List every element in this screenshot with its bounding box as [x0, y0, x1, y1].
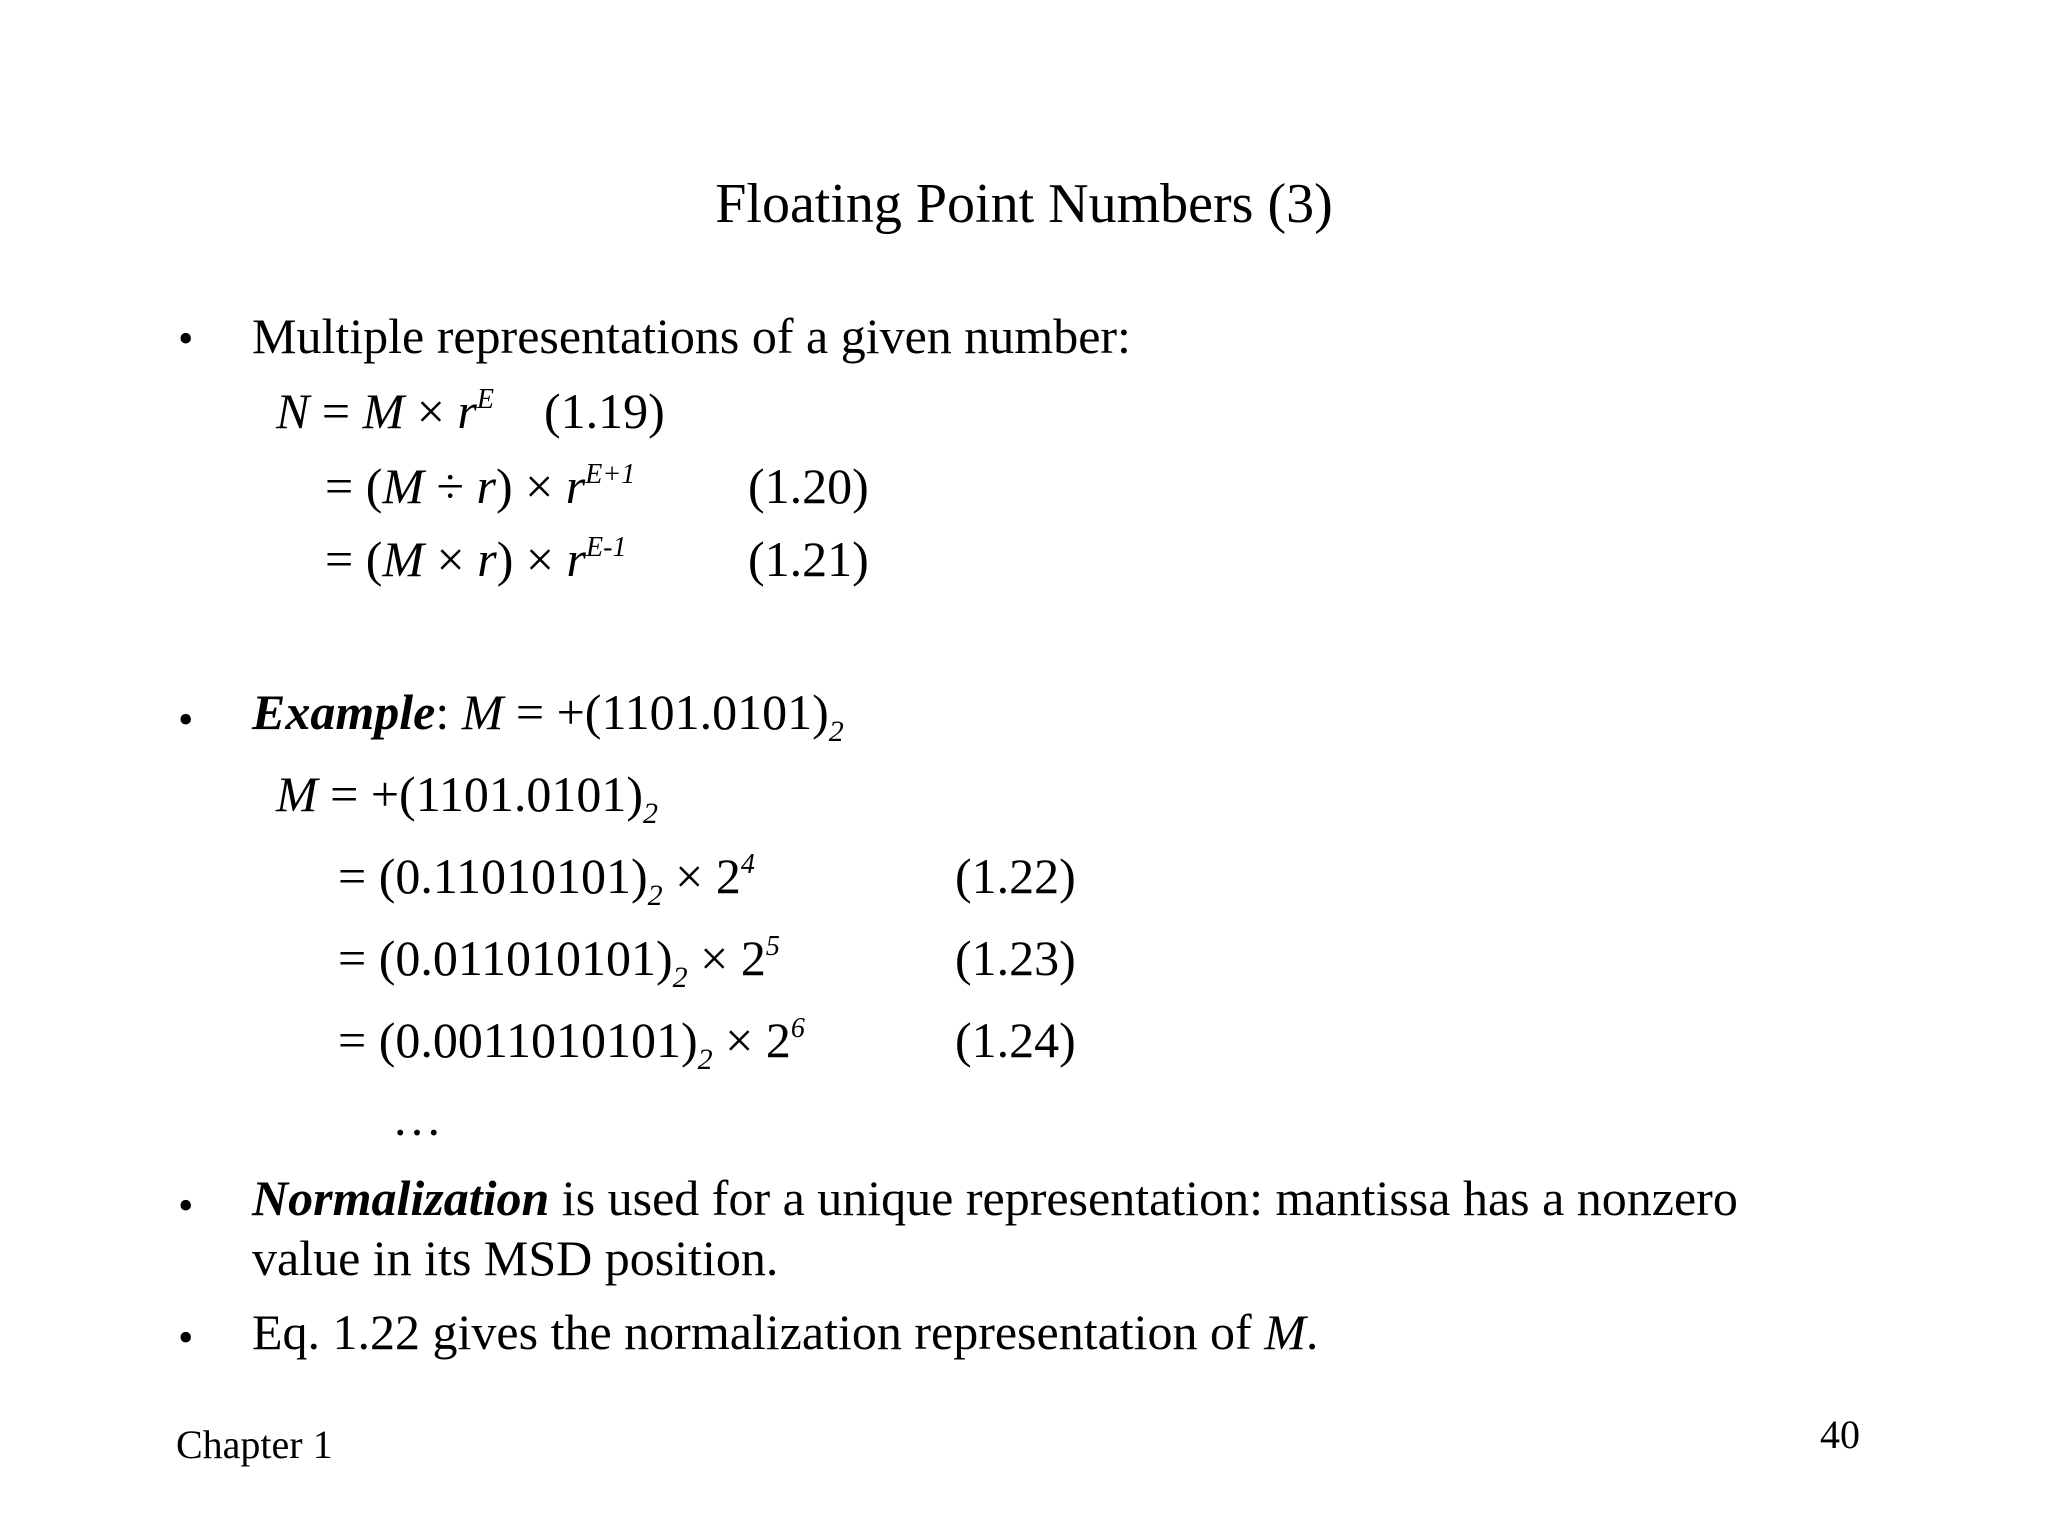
equation-1-20: = $(M \div r) \times r^{E+1}$: [325, 458, 636, 514]
equation-1-19: $N = M \times r^E$: [276, 383, 494, 439]
normalization-text-line2: value in its MSD position.: [252, 1230, 779, 1286]
equation-number-1-19: (1.19): [544, 383, 665, 439]
slide-title: Floating Point Numbers (3): [715, 173, 1333, 235]
bullet-1-text: [252, 306, 1131, 366]
equation-1-24: = $(0.0011010101)_2 \times 2^6$: [338, 1012, 805, 1076]
equation-number-1-24: (1.24): [955, 1012, 1076, 1068]
equation-number-1-20: (1.20): [748, 458, 869, 514]
example-line-m: $M = +(1101.0101)_2$: [276, 766, 658, 830]
footer-chapter: Chapter 1: [176, 1422, 333, 1467]
equation-number-1-23: (1.23): [955, 930, 1076, 986]
equation-1-22: = $(0.11010101)_2 \times 2^4$: [338, 848, 755, 912]
bullet-3: •: [178, 1181, 194, 1230]
bullet-1: •: [178, 314, 194, 363]
bullet-4: •: [178, 1313, 194, 1362]
normalization-text: Normalization is used for a unique representation: mantissa has a nonzero: [252, 1170, 1738, 1226]
equation-number-1-21: (1.21): [748, 531, 869, 587]
eq-reference-text: Eq. 1.22 gives the normalization representation of M.: [252, 1304, 1319, 1360]
bullet-2: •: [178, 695, 194, 744]
equation-1-23: = $(0.011010101)_2 \times 2^5$: [338, 930, 780, 994]
equation-number-1-22: (1.22): [955, 848, 1076, 904]
example-heading: Example: $M = +(1101.0101)_2$: [252, 684, 844, 748]
intro-text: Multiple representations of a given number:: [252, 308, 1131, 364]
equation-1-21: = $(M \times r) \times r^{E-1}$: [325, 531, 627, 587]
ellipsis: …: [392, 1090, 442, 1146]
page-number: 40: [1820, 1412, 1860, 1457]
